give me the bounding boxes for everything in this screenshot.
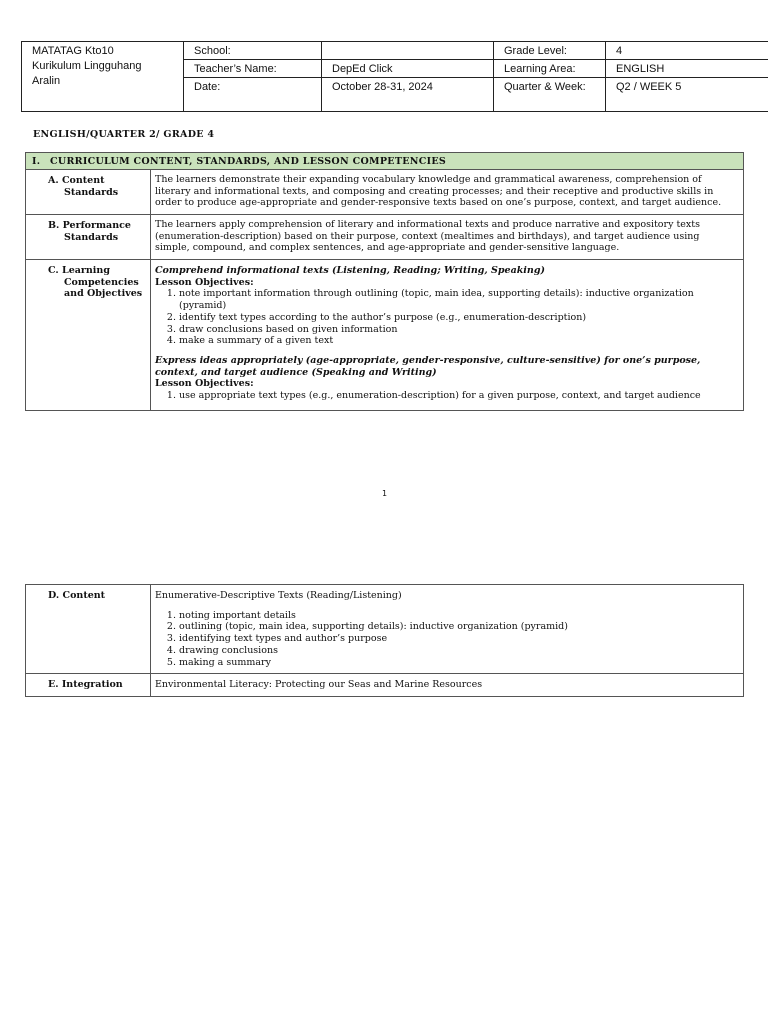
- teacher-name-label: Teacher’s Name:: [184, 60, 322, 78]
- grade-level-value: 4: [606, 42, 768, 60]
- competency-heading: Express ideas appropriately (age-appropriate, gender-responsive, culture-sensitive) for one’s purpose, context, and target audience (Speaking and Writing): [155, 354, 701, 378]
- document-title: [22, 42, 184, 112]
- integration-row: [26, 673, 743, 696]
- date-value: October 28-31, 2024: [322, 78, 494, 112]
- label-line: B. Performance: [48, 220, 131, 231]
- list-item: 3. draw conclusions based on given information: [179, 324, 737, 336]
- list-item: 1. note important information through outlining (topic, main idea, supporting details): inductive organization (pyramid): [179, 288, 737, 311]
- content-intro: Enumerative-Descriptive Texts (Reading/Listening): [155, 590, 402, 601]
- performance-standards-text: The learners apply comprehension of literary and informational texts and produce narrative and expository texts (enumeration-description) based on their purpose, context (mealtimes and birthdays), and target audience using simple, compound, and complex sentences, and age-appropriate and gender-sensitive language.: [155, 219, 700, 254]
- section-band: [26, 153, 743, 170]
- title-line: MATATAG Kto10: [32, 45, 114, 57]
- performance-standards-label: [26, 215, 151, 259]
- content-standards-row: [26, 170, 743, 214]
- list-item: 5. making a summary: [179, 657, 737, 669]
- objectives-list: [155, 288, 737, 347]
- section-title: CURRICULUM CONTENT, STANDARDS, AND LESSON COMPETENCIES: [50, 156, 447, 167]
- lesson-header-table: [21, 41, 768, 112]
- learning-area-label: Learning Area:: [494, 60, 606, 78]
- content-integration-table: [25, 584, 744, 697]
- competencies-label: [26, 260, 151, 410]
- title-line: Aralin: [32, 75, 61, 87]
- subject-line: ENGLISH/QUARTER 2/ GRADE 4: [33, 129, 215, 140]
- list-item: 2. identify text types according to the author’s purpose (e.g., enumeration-description): [179, 312, 737, 324]
- learning-area-value: ENGLISH: [606, 60, 768, 78]
- content-label: D. Content: [26, 585, 151, 673]
- label-line: C. Learning: [48, 265, 110, 276]
- list-item: 2. outlining (topic, main idea, supporting details): inductive organization (pyramid): [179, 621, 737, 633]
- list-item: 1. use appropriate text types (e.g., enumeration-description) for a given purpose, context, and target audience: [179, 390, 737, 402]
- objectives-list: [155, 390, 737, 402]
- content-list: [155, 610, 737, 669]
- quarter-week-label: Quarter & Week:: [494, 78, 606, 112]
- title-line: Kurikulum Lingguhang: [32, 60, 142, 72]
- quarter-week-value: Q2 / WEEK 5: [606, 78, 768, 112]
- label-line: A. Content: [48, 175, 105, 186]
- content-standards-label: [26, 170, 151, 214]
- lesson-objectives-label: Lesson Objectives:: [155, 276, 254, 288]
- curriculum-table: [25, 152, 744, 411]
- label-line: and Objectives: [64, 288, 143, 299]
- list-item: 4. drawing conclusions: [179, 645, 737, 657]
- page-number: 1: [382, 489, 388, 498]
- list-item: 4. make a summary of a given text: [179, 335, 737, 347]
- label-line: Standards: [64, 186, 119, 198]
- teacher-name-value: DepEd Click: [322, 60, 494, 78]
- list-item: 3. identifying text types and author’s purpose: [179, 633, 737, 645]
- competencies-content: [151, 260, 743, 410]
- grade-level-label: Grade Level:: [494, 42, 606, 60]
- content-standards-text: The learners demonstrate their expanding vocabulary knowledge and grammatical awareness, comprehension of literary and informational texts, and composing and creating processes; and their receptive and productive skills in order to produce age-appropriate and gender-responsive texts based on one’s purpose, context, and target audience.: [155, 174, 722, 209]
- integration-label: E. Integration: [26, 674, 151, 696]
- competencies-row: [26, 259, 743, 410]
- school-label: School:: [184, 42, 322, 60]
- content-body: [151, 585, 743, 673]
- performance-standards-row: [26, 214, 743, 259]
- label-line: Competencies: [64, 276, 139, 288]
- content-row: [26, 585, 743, 673]
- integration-text: Environmental Literacy: Protecting our Seas and Marine Resources: [155, 679, 483, 690]
- school-value: [322, 42, 494, 60]
- competency-heading: Comprehend informational texts (Listening, Reading; Writing, Speaking): [155, 265, 545, 276]
- lesson-objectives-label: Lesson Objectives:: [155, 378, 254, 390]
- section-number: I.: [32, 156, 41, 167]
- date-label: Date:: [184, 78, 322, 112]
- list-item: 1. noting important details: [179, 610, 737, 622]
- label-line: Standards: [64, 231, 119, 243]
